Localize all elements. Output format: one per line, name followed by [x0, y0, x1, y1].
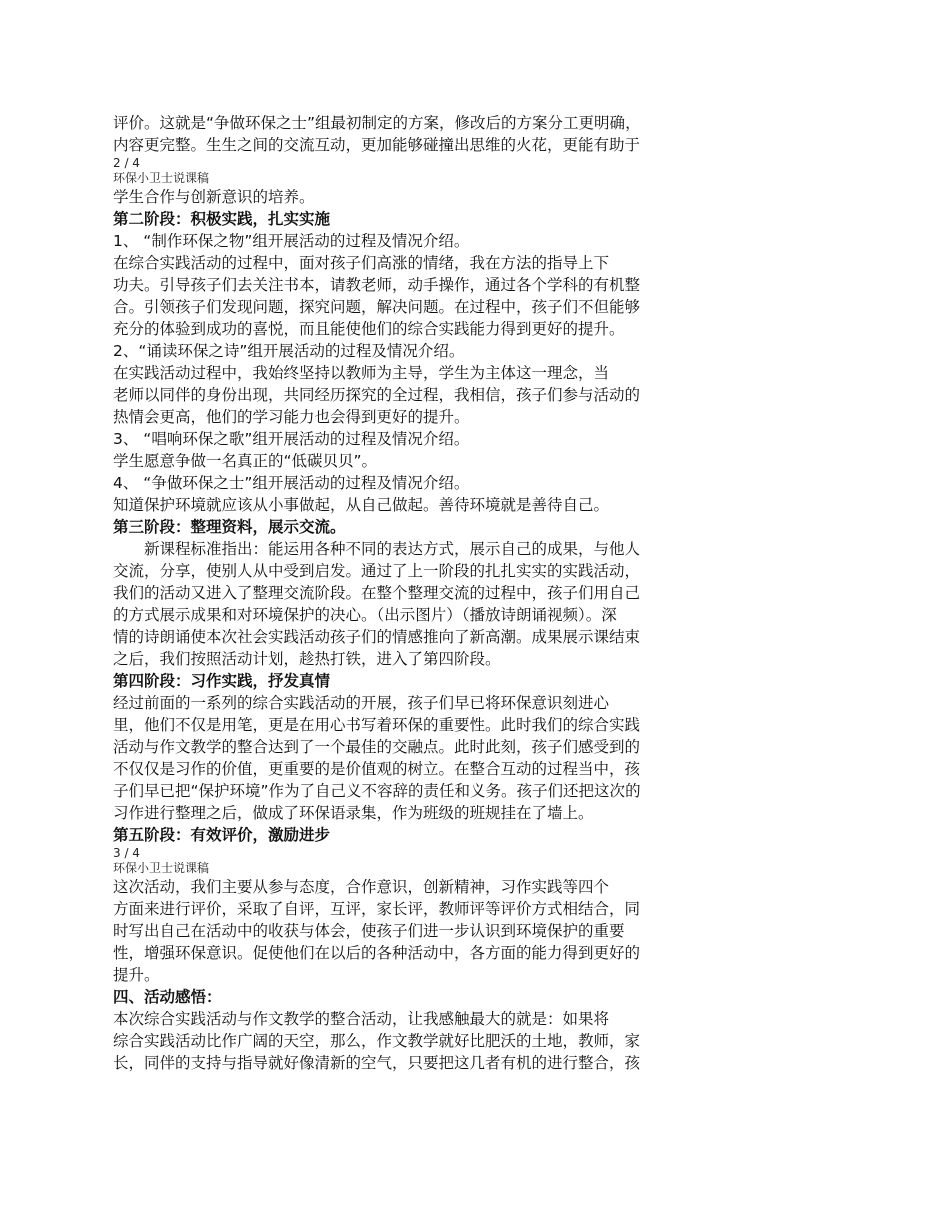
text-line: 学生愿意争做一名真正的“低碳贝贝”。	[113, 452, 378, 470]
text-line: 时写出自己在活动中的收获与体会，使孩子们进一步认识到环境保护的重要	[113, 922, 625, 940]
text-line: 新课程标准指出：能运用各种不同的表达方式，展示自己的成果，与他人	[144, 540, 641, 558]
text-line: 性，增强环保意识。促使他们在以后的各种活动中，各方面的能力得到更好的	[113, 944, 641, 962]
text-line: 功夫。引导孩子们去关注书本，请教老师，动手操作，通过各个学科的有机整	[113, 276, 641, 294]
section-heading: 四、活动感悟：	[113, 988, 222, 1006]
text-line: 1、 “制作环保之物”组开展活动的过程及情况介绍。	[113, 232, 470, 250]
text-line: 评价。这就是“争做环保之士”组最初制定的方案，修改后的方案分工更明确，	[113, 114, 641, 132]
text-line: 子们早已把“保护环境”作为了自己义不容辞的责任和义务。孩子们还把这次的	[113, 782, 641, 800]
text-line: 情的诗朗诵使本次社会实践活动孩子们的情感推向了新高潮。成果展示课结束	[113, 628, 641, 646]
text-line: 热情会更高，他们的学习能力也会得到更好的提升。	[113, 408, 470, 426]
text-line: 提升。	[113, 966, 160, 984]
text-line: 合。引领孩子们发现问题，探究问题，解决问题。在过程中，孩子们不但能够	[113, 298, 641, 316]
section-heading: 第三阶段：整理资料，展示交流。	[113, 518, 346, 536]
document-body	[113, 112, 773, 1074]
text-line: 知道保护环境就应该从小事做起，从自己做起。善待环境就是善待自己。	[113, 496, 610, 514]
page-number: 2 / 4	[113, 156, 140, 170]
text-line: 在综合实践活动的过程中，面对孩子们高涨的情绪，我在方法的指导上下	[113, 254, 610, 272]
text-line: 4、 “争做环保之士”组开展活动的过程及情况介绍。	[113, 474, 470, 492]
section-heading: 第五阶段：有效评价，激励进步	[113, 826, 331, 844]
text-line: 综合实践活动比作广阔的天空，那么，作文教学就好比肥沃的土地，教师，家	[113, 1032, 641, 1050]
text-line: 活动与作文教学的整合达到了一个最佳的交融点。此时此刻，孩子们感受到的	[113, 738, 641, 756]
running-header: 环保小卫士说课稿	[113, 171, 210, 185]
text-line: 这次活动，我们主要从参与态度，合作意识，创新精神，习作实践等四个	[113, 878, 610, 896]
text-line: 本次综合实践活动与作文教学的整合活动，让我感触最大的就是：如果将	[113, 1010, 610, 1028]
text-line: 在实践活动过程中，我始终坚持以教师为主导，学生为主体这一理念，当	[113, 364, 610, 382]
running-header: 环保小卫士说课稿	[113, 861, 210, 875]
text-line: 不仅仅是习作的价值，更重要的是价值观的树立。在整合互动的过程当中，孩	[113, 760, 641, 778]
text-line: 里，他们不仅是用笔，更是在用心书写着环保的重要性。此时我们的综合实践	[113, 716, 641, 734]
text-line: 经过前面的一系列的综合实践活动的开展，孩子们早已将环保意识刻进心	[113, 694, 610, 712]
text-line: 3、 “唱响环保之歌”组开展活动的过程及情况介绍。	[113, 430, 470, 448]
text-line: 习作进行整理之后，做成了环保语录集，作为班级的班规挂在了墙上。	[113, 804, 594, 822]
text-line: 内容更完整。生生之间的交流互动，更加能够碰撞出思维的火花，更能有助于	[113, 136, 641, 154]
text-line: 长，同伴的支持与指导就好像清新的空气，只要把这几者有机的进行整合，孩	[113, 1054, 641, 1072]
page-number: 3 / 4	[113, 846, 140, 860]
text-line: 交流，分享，使别人从中受到启发。通过了上一阶段的扎扎实实的实践活动，	[113, 562, 641, 580]
text-line: 方面来进行评价，采取了自评，互评，家长评，教师评等评价方式相结合，同	[113, 900, 641, 918]
text-line: 之后，我们按照活动计划，趁热打铁，进入了第四阶段。	[113, 650, 501, 668]
text-line: 学生合作与创新意识的培养。	[113, 188, 315, 206]
text-line: 2、“诵读环保之诗”组开展活动的过程及情况介绍。	[113, 342, 465, 360]
text-line: 老师以同伴的身份出现，共同经历探究的全过程，我相信，孩子们参与活动的	[113, 386, 641, 404]
text-line: 充分的体验到成功的喜悦，而且能使他们的综合实践能力得到更好的提升。	[113, 320, 625, 338]
section-heading: 第二阶段：积极实践，扎实实施	[113, 210, 331, 228]
text-line: 的方式展示成果和对环境保护的决心。（出示图片）（播放诗朗诵视频）。深	[113, 606, 617, 624]
section-heading: 第四阶段：习作实践，抒发真情	[113, 672, 331, 690]
text-line: 我们的活动又进入了整理交流阶段。在整个整理交流的过程中，孩子们用自己	[113, 584, 641, 602]
